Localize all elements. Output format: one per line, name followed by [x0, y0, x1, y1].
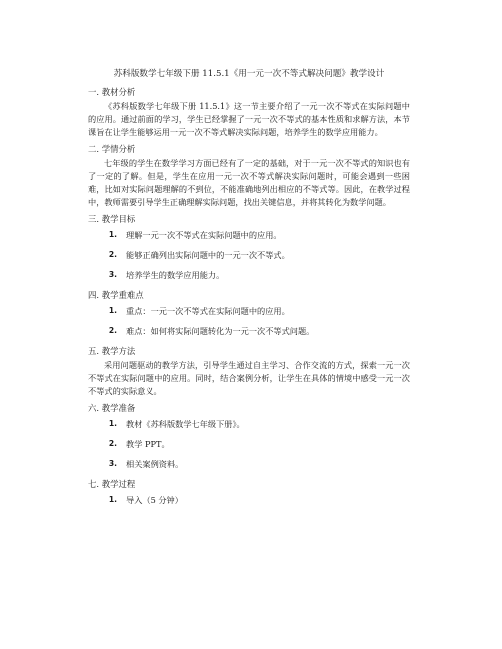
list-item — [88, 325, 410, 337]
list-item — [88, 249, 410, 261]
list-item — [88, 305, 410, 317]
document-title: 苏科版数学七年级下册 11.5.1《用一元一次不等式解决问题》教学设计 — [113, 69, 385, 79]
numbered-list — [88, 305, 410, 337]
list-item-number: 2. — [108, 439, 117, 448]
section-heading: 六. 教学准备 — [88, 403, 136, 413]
document-page — [88, 68, 410, 514]
list-item — [88, 494, 410, 506]
list-item-number: 3. — [108, 459, 117, 468]
section-paragraph: 采用问题驱动的教学方法，引导学生通过自主学习、合作交流的方式，探索一元一次不等式在实际问题中的应用。同时，结合案例分析，让学生在具体的情境中感受一元一次不等式的实际意义。 — [88, 360, 410, 396]
numbered-list — [88, 229, 410, 281]
numbered-list — [88, 418, 410, 470]
section-teaching-methods — [88, 345, 410, 398]
list-item-number: 3. — [108, 270, 117, 279]
section-teaching-goals — [88, 213, 410, 281]
list-item-text: 难点：如何将实际问题转化为一元一次不等式问题。 — [126, 326, 315, 336]
section-paragraph: 七年级的学生在数学学习方面已经有了一定的基础，对于一元一次不等式的知识也有了一定的了解。但是，学生在应用一元一次不等式解决实际问题时，可能会遇到一些困难，比如对实际问题理解的不到位，不能准确地列出相应的不等式等。因此，在教学过程中，教师需要引导学生正确理解实际问题，找出关键信息，并将其转化为数学问题。 — [88, 158, 410, 207]
section-key-difficult-points — [88, 289, 410, 337]
list-item-text: 教材《苏科版数学七年级下册》。 — [126, 419, 245, 429]
numbered-list — [88, 494, 410, 506]
list-item-number: 1. — [108, 230, 117, 239]
list-item-text: 相关案例资料。 — [126, 459, 184, 469]
list-item-number: 1. — [108, 495, 117, 504]
list-item-text: 培养学生的数学应用能力。 — [126, 270, 225, 280]
section-heading: 五. 教学方法 — [88, 346, 136, 356]
section-heading: 四. 教学重难点 — [88, 290, 144, 300]
list-item-number: 1. — [108, 306, 117, 315]
section-teaching-preparation — [88, 402, 410, 470]
list-item — [88, 438, 410, 450]
section-teaching-process — [88, 478, 410, 506]
section-heading: 七. 教学过程 — [88, 479, 136, 489]
list-item-number: 1. — [108, 419, 117, 428]
list-item-number: 2. — [108, 250, 117, 259]
section-heading: 一. 教材分析 — [88, 87, 136, 97]
list-item-text: 重点：一元一次不等式在实际问题中的应用。 — [126, 306, 290, 316]
list-item-text: 理解一元一次不等式在实际问题中的应用。 — [126, 230, 282, 240]
section-heading: 二. 学情分析 — [88, 144, 136, 154]
section-student-analysis — [88, 143, 410, 209]
list-item-text: 教学 PPT。 — [126, 439, 170, 449]
list-item — [88, 458, 410, 470]
list-item-number: 2. — [108, 326, 117, 335]
list-item-text: 能够正确列出实际问题中的一元一次不等式。 — [126, 250, 290, 260]
list-item — [88, 418, 410, 430]
section-textbook-analysis — [88, 86, 410, 139]
section-paragraph: 《苏科版数学七年级下册 11.5.1》这一节主要介绍了一元一次不等式在实际问题中的应用。通过前面的学习，学生已经掌握了一元一次不等式的基本性质和求解方法，本节课旨在让学生能够运用一元一次不等式解决实际问题，培养学生的数学应用能力。 — [88, 101, 410, 137]
list-item — [88, 229, 410, 241]
list-item-text: 导入（5 分钟） — [126, 495, 183, 505]
section-heading: 三. 教学目标 — [88, 214, 136, 224]
list-item — [88, 269, 410, 281]
